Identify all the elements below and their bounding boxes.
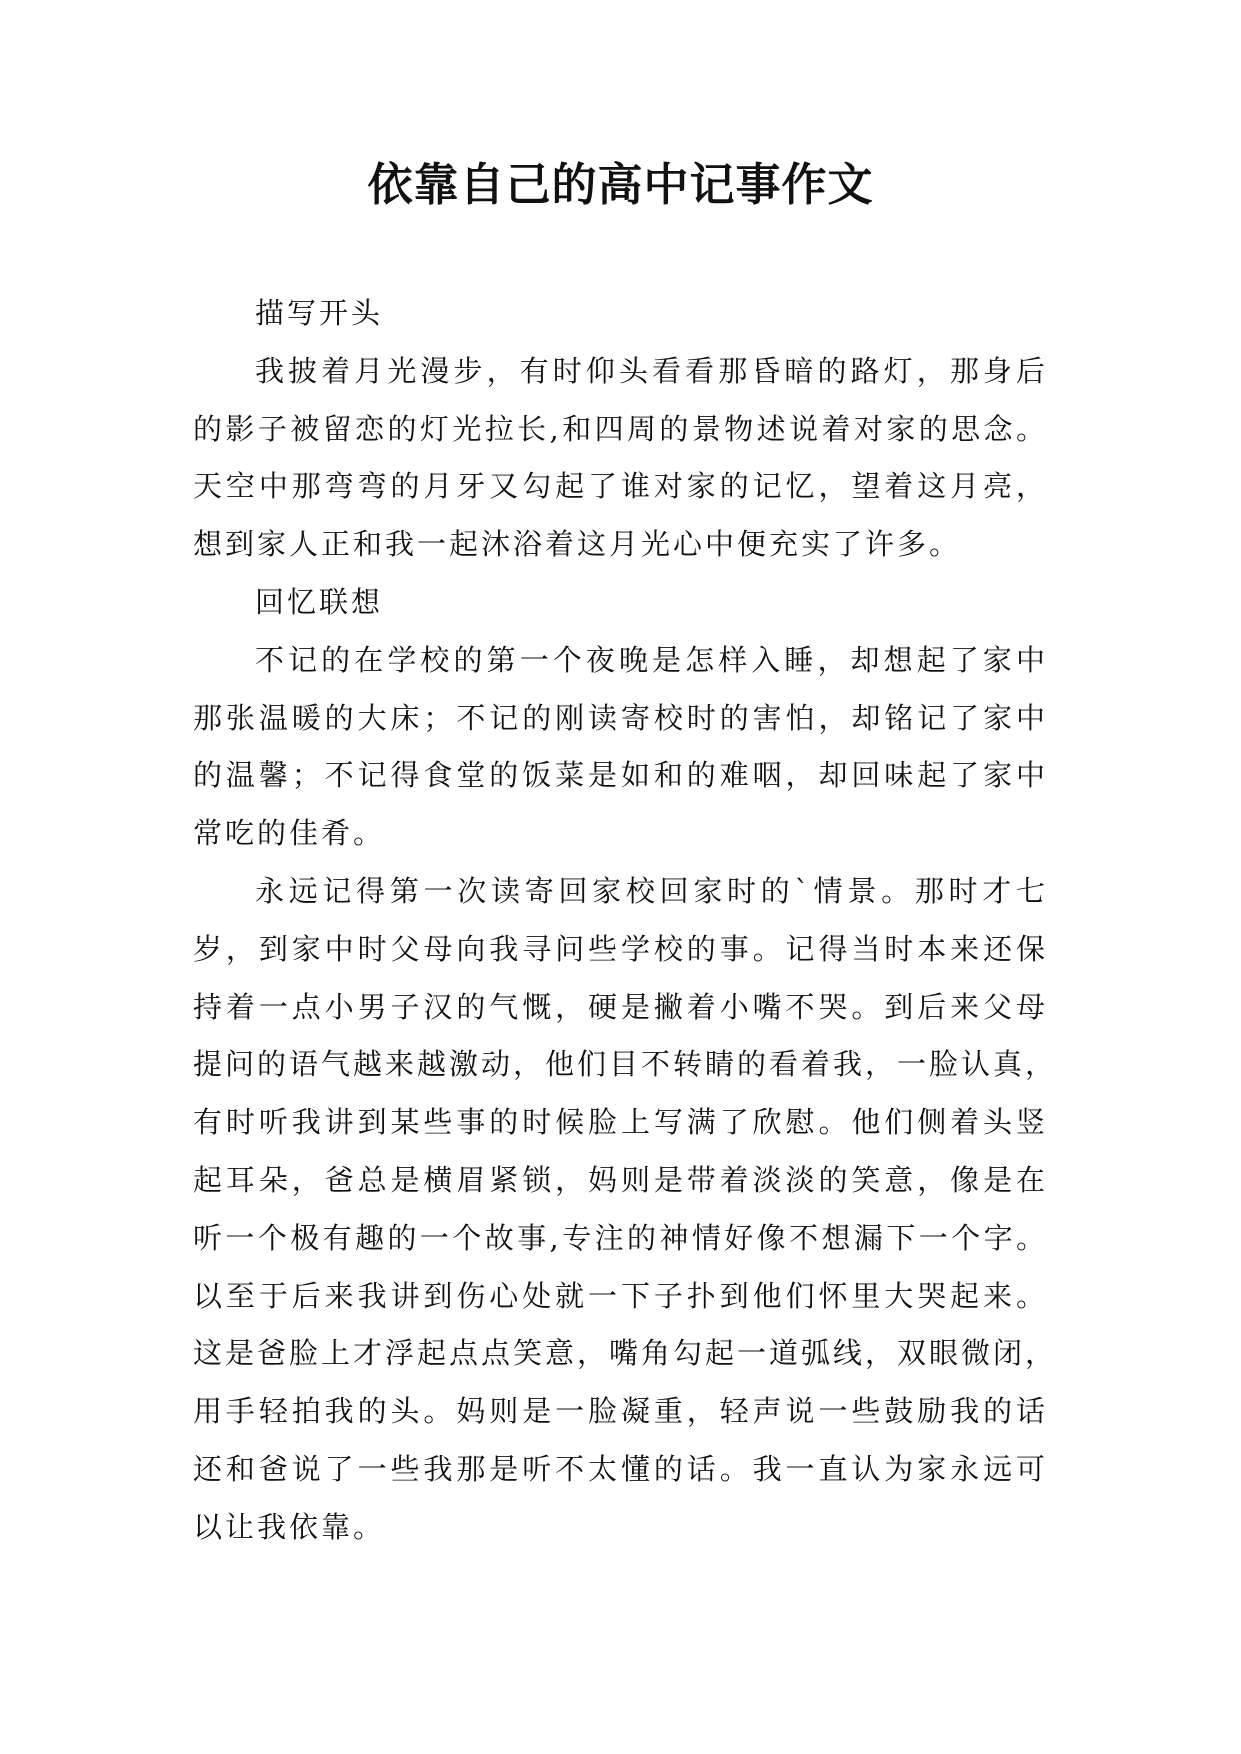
document-title: 依靠自己的高中记事作文 xyxy=(367,158,874,211)
paragraph-line: 还和爸说了一些我那是听不太懂的话。我一直认为家永远可 xyxy=(193,1451,1048,1486)
paragraph-line: 想到家人正和我一起沐浴着这月光心中便充实了许多。 xyxy=(193,527,962,562)
paragraph-line: 提问的语气越来越激动，他们目不转睛的看着我，一脸认真， xyxy=(193,1047,1058,1082)
paragraph-line: 岁，到家中时父母向我寻问些学校的事。记得当时本来还保 xyxy=(193,931,1048,966)
paragraph-line: 我披着月光漫步，有时仰头看看那昏暗的路灯，那身后 xyxy=(255,353,1048,388)
paragraph-line: 不记的在学校的第一个夜晚是怎样入睡，却想起了家中 xyxy=(255,642,1048,677)
paragraph-line: 天空中那弯弯的月牙又勾起了谁对家的记忆，望着这月亮， xyxy=(193,469,1048,504)
paragraph-line: 常吃的佳肴。 xyxy=(193,816,386,851)
paragraph-line: 以让我依靠。 xyxy=(193,1509,386,1544)
section-heading-opening: 描写开头 xyxy=(255,296,384,330)
paragraph-line: 的影子被留恋的灯光拉长,和四周的景物述说着对家的思念。 xyxy=(193,411,1048,446)
paragraph-line: 用手轻拍我的头。妈则是一脸凝重，轻声说一些鼓励我的话 xyxy=(193,1394,1048,1429)
paragraph-line: 以至于后来我讲到伤心处就一下子扑到他们怀里大哭起来。 xyxy=(193,1278,1048,1313)
paragraph-line: 起耳朵，爸总是横眉紧锁，妈则是带着淡淡的笑意，像是在 xyxy=(193,1162,1048,1197)
paragraph-line: 持着一点小男子汉的气慨，硬是撇着小嘴不哭。到后来父母 xyxy=(193,989,1048,1024)
section-heading-memory: 回忆联想 xyxy=(255,584,384,619)
paragraph-line: 那张温暖的大床；不记的刚读寄校时的害怕，却铭记了家中 xyxy=(193,700,1048,735)
document-body xyxy=(193,285,1058,1557)
paragraph-line: 听一个极有趣的一个故事,专注的神情好像不想漏下一个字。 xyxy=(193,1220,1048,1255)
paragraph-line: 有时听我讲到某些事的时候脸上写满了欣慰。他们侧着头竖 xyxy=(193,1105,1048,1140)
paragraph-line: 的温馨；不记得食堂的饭菜是如和的难咽，却回味起了家中 xyxy=(193,758,1048,793)
paragraph-line: 永远记得第一次读寄回家校回家时的`情景。那时才七 xyxy=(255,873,1048,908)
paragraph-line: 这是爸脸上才浮起点点笑意，嘴角勾起一道弧线，双眼微闭， xyxy=(193,1336,1058,1371)
